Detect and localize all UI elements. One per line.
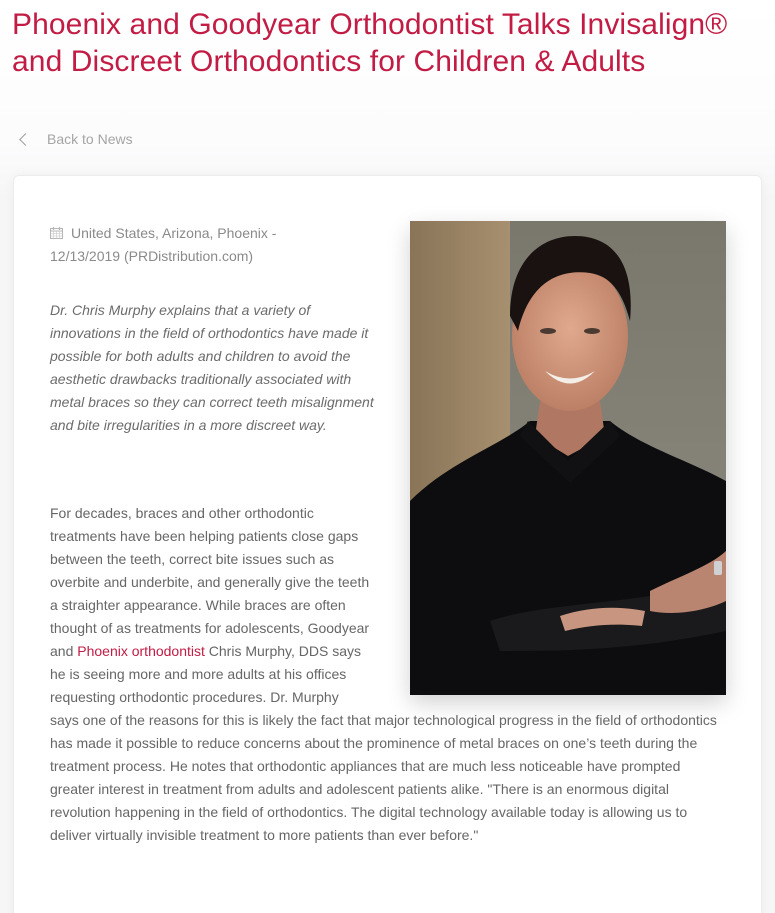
calendar-icon	[50, 227, 63, 239]
article-body	[50, 502, 728, 847]
article-location: United States, Arizona, Phoenix -	[71, 225, 277, 241]
back-to-news-label: Back to News	[47, 131, 133, 147]
body-text-part-2: Chris Murphy, DDS says he is seeing more and more adults at his offices requesting orthodontic procedures. Dr. Murphy says one of the reasons for this is likely the fact that major technological progress in the field of orthodontics has made it possible to reduce concerns about the prominence of metal braces on one’s teeth during the treatment process. He notes that orthodontic appliances that are much less noticeable have prompted greater interest in treatment from adults and adolescent patients alike. "There is an enormous digital revolution happening in the field of orthodontics. The digital technology available today is allowing us to deliver virtually invisible treatment to more patients than ever before."	[50, 643, 717, 843]
chevron-left-icon	[19, 133, 32, 146]
article-meta	[50, 222, 350, 268]
article-card	[13, 175, 762, 913]
phoenix-orthodontist-link[interactable]: Phoenix orthodontist	[77, 643, 205, 659]
back-to-news-link[interactable]	[16, 131, 133, 147]
article-date-source: 12/13/2019 (PRDistribution.com)	[50, 248, 254, 264]
body-text-part-1: For decades, braces and other orthodontic treatments have been helping patients close gaps between the teeth, correct bite issues such as overbite and underbite, and generally give the teeth a straighter appearance. While braces are often thought of as treatments for adolescents, Goodyear and	[50, 505, 370, 659]
photo-wrap-spacer	[370, 502, 728, 694]
article-summary: Dr. Chris Murphy explains that a variety of innovations in the field of orthodontics have made it possible for both adults and children to avoid the aesthetic drawbacks traditionally associated with metal braces so they can correct teeth misalignment and bite irregularities in a more discreet way.	[50, 302, 374, 433]
article-title: Phoenix and Goodyear Orthodontist Talks Invisalign® and Discreet Orthodontics for Children & Adults	[12, 8, 728, 78]
